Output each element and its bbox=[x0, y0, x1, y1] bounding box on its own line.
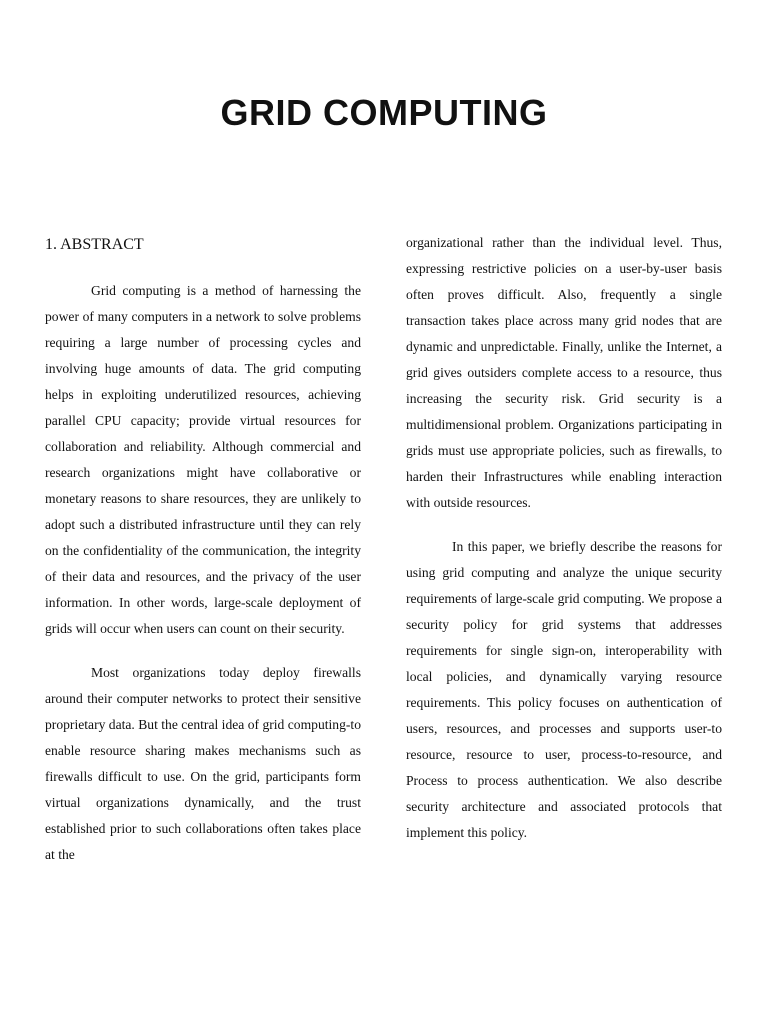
right-column bbox=[406, 232, 722, 864]
abstract-paragraph-3: organizational rather than the individual level. Thus, expressing restrictive policies on a user-by-user basis often proves difficult. Also, frequently a single transaction takes place across many grid nodes that are dynamic and unpredictable. Finally, unlike the Internet, a grid gives outsiders complete access to a resource, thus increasing the security risk. Grid security is a multidimensional problem. Organizations participating in grids must use appropriate policies, such as firewalls, to harden their Infrastructures while enabling interaction with outside resources. bbox=[406, 235, 722, 510]
page-title: GRID COMPUTING bbox=[220, 92, 548, 133]
abstract-paragraph-1: Grid computing is a method of harnessing the power of many computers in a network to solve problems requiring a large number of processing cycles and involving huge amounts of data. The grid computing helps in exploiting underutilized resources, achieving parallel CPU capacity; provide virtual resources for collaboration and reliability. Although commercial and research organizations might have collaborative or monetary reasons to share resources, they are unlikely to adopt such a distributed infrastructure until they can rely on the confidentiality of the communication, the integrity of their data and resources, and the privacy of the user information. In other words, large-scale deployment of grids will occur when users can count on their security. bbox=[45, 283, 361, 636]
abstract-paragraph-4: In this paper, we briefly describe the reasons for using grid computing and analyze the unique security requirements of large-scale grid computing. We propose a security policy for grid systems that addresses requirements for single sign-on, interoperability with local policies, and dynamically varying resource requirements. This policy focuses on authentication of users, resources, and processes and supports user-to resource, resource to user, process-to-resource, and Process to process authentication. We also describe security architecture and associated protocols that implement this policy. bbox=[406, 539, 722, 840]
left-column bbox=[45, 232, 361, 886]
section-heading: 1. ABSTRACT bbox=[45, 236, 144, 253]
abstract-paragraph-2: Most organizations today deploy firewalls around their computer networks to protect their sensitive proprietary data. But the central idea of grid computing-to enable resource sharing makes mechanisms such as firewalls difficult to use. On the grid, participants form virtual organizations dynamically, and the trust established prior to such collaborations often takes place at the bbox=[45, 665, 361, 862]
